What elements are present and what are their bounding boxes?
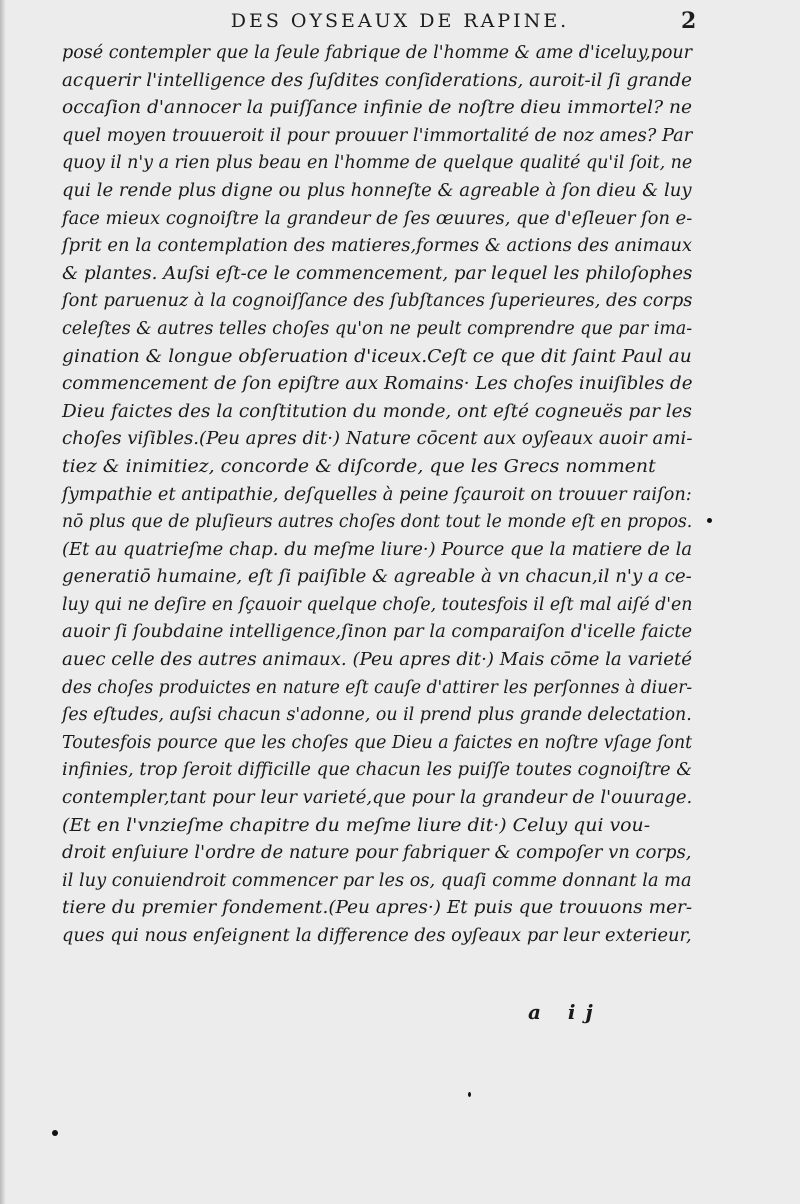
running-head xyxy=(0,8,800,38)
text-line: posé contempler que la ſeule fabrique de l'homme & ame d'iceluy,pour xyxy=(62,43,693,63)
text-line: contempler,tant pour leur varieté,que pour la grandeur de l'ouurage. xyxy=(62,788,693,809)
text-line: celeſtes & autres telles choſes qu'on ne peult comprendre que par ima- xyxy=(62,318,693,339)
text-line: quoy il n'y a rien plus beau en l'homme de quelque qualité qu'il ſoit, ne xyxy=(62,153,693,174)
text-line: acquerir l'intelligence des ſuſdites conſiderations, auroit-il ſi grande xyxy=(62,70,692,91)
text-line: generatiō humaine, eſt ſi paiſible & agreable à vn chacun,il n'y a ce- xyxy=(62,567,692,588)
text-line: luy qui ne deſire en ſçauoir quelque choſe, toutesfois il eſt mal aiſé d'en xyxy=(62,594,693,615)
text-line: tiez & inimitiez, concorde & diſcorde, que les Grecs nomment xyxy=(62,456,656,477)
text-line: & plantes. Auſsi eſt-ce le commencement, par lequel les philoſophes xyxy=(62,263,693,284)
text-line: quel moyen trouueroit il pour prouuer l'immortalité de noz ames? Par xyxy=(62,125,693,146)
text-line: infinies, trop ſeroit difficille que chacun les puiſſe toutes cognoiſtre & xyxy=(62,760,693,781)
text-line: nō plus que de pluſieurs autres choſes dont tout le monde eſt en propos. xyxy=(62,512,693,533)
text-line: gination & longue obſeruation d'iceux.Ceſt ce que dit ſaint Paul au xyxy=(62,346,692,367)
text-line: commencement de ſon epiſtre aux Romains· Les choſes inuiſibles de xyxy=(62,374,693,395)
text-line: qui le rende plus digne ou plus honneſte & agreable à ſon dieu & luy xyxy=(62,180,692,201)
text-line: droit enſuiure l'ordre de nature pour fabriquer & compoſer vn corps, xyxy=(62,843,692,864)
text-line: ques qui nous enſeignent la difference des oyſeaux par leur exterieur, xyxy=(62,926,692,946)
page-edge-shadow xyxy=(0,0,6,1204)
text-line: choſes viſibles.(Peu apres dit·) Nature cōcent aux oyſeaux auoir ami- xyxy=(62,429,693,450)
text-line: ſympathie et antipathie, deſquelles à peine ſçauroit on trouuer raiſon: xyxy=(62,484,692,505)
text-line: occaſion d'annocer la puiſſance infinie de noſtre dieu immortel? ne xyxy=(62,98,692,119)
text-line: auoir ſi ſoubdaine intelligence,ſinon par la comparaiſon d'icelle faicte xyxy=(62,622,693,643)
text-line: Dieu faictes des la conſtitution du monde, ont eſté cogneuës par les xyxy=(62,401,692,422)
text-line: (Et au quatrieſme chap. du meſme liure·) Pource que la matiere de la xyxy=(62,539,693,560)
text-line: il luy conuiendroit commencer par les os, quaſi comme donnant la ma xyxy=(62,870,692,891)
text-line: ſont paruenuz à la cognoiſſance des ſubſtances ſuperieures, des corps xyxy=(62,291,693,312)
ink-speck xyxy=(52,1130,58,1136)
text-line: (Et en l'vnzieſme chapitre du meſme liure dit·) Celuy qui vou- xyxy=(62,815,651,836)
text-line: Toutesfois pource que les choſes que Dieu a faictes en noſtre vſage ſont xyxy=(62,732,693,753)
ink-speck xyxy=(468,1092,471,1097)
ink-speck xyxy=(707,518,712,523)
text-line: auec celle des autres animaux. (Peu apres dit·) Mais cōme la varieté xyxy=(62,650,693,671)
running-title: DES OYSEAUX DE RAPINE. xyxy=(230,10,570,32)
text-line: ſes eſtudes, auſsi chacun s'adonne, ou il prend plus grande delectation. xyxy=(62,705,692,726)
text-line: face mieux cognoiſtre la grandeur de ſes œuures, que d'eſleuer ſon e- xyxy=(62,208,693,229)
page-number: 2 xyxy=(681,8,697,34)
signature-mark: a ij xyxy=(528,1000,603,1024)
text-line: ſprit en la contemplation des matieres,formes & actions des animaux xyxy=(62,236,693,257)
text-line: des choſes produictes en nature eſt cauſe d'attirer les perſonnes à diuer- xyxy=(62,677,693,698)
body-text xyxy=(62,40,692,951)
text-line: tiere du premier fondement.(Peu apres·) Et puis que trouuons mer- xyxy=(62,898,693,919)
